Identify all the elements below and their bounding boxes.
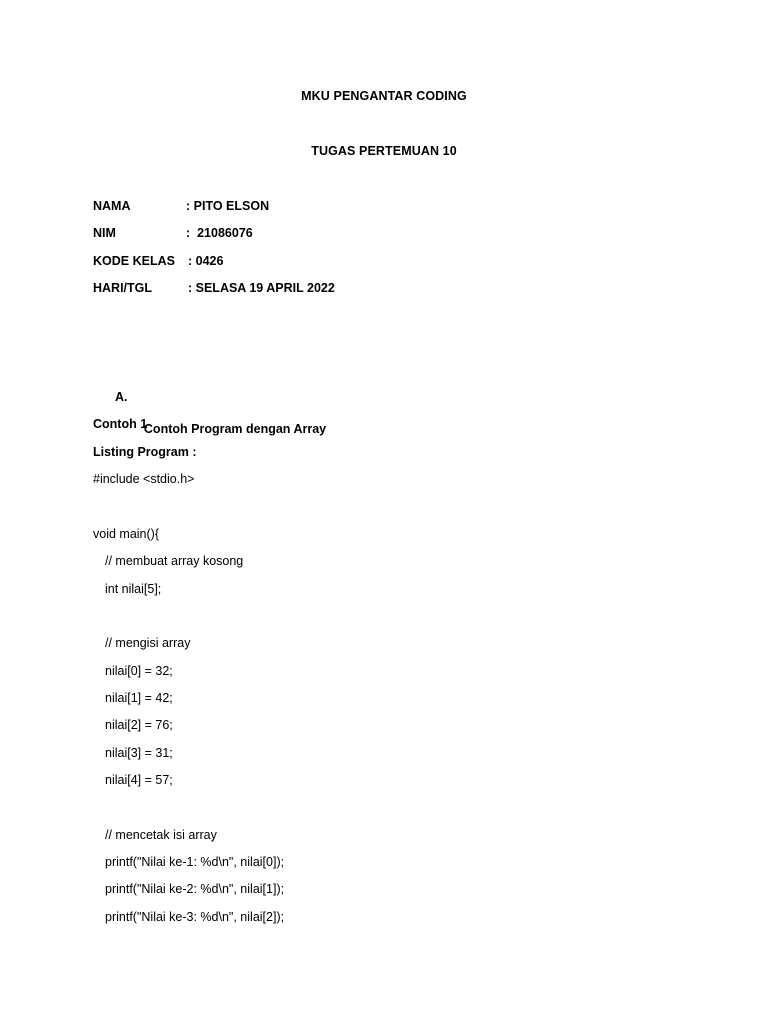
code-line: nilai[4] = 57; xyxy=(105,773,173,787)
code-line: // mencetak isi array xyxy=(105,828,217,842)
code-line: nilai[3] = 31; xyxy=(105,746,173,760)
info-value: : 0426 xyxy=(188,254,224,268)
listing-label: Listing Program : xyxy=(93,445,197,459)
info-label: KODE KELAS xyxy=(93,254,175,268)
section-title: Contoh Program dengan Array xyxy=(143,422,327,436)
info-label: NIM xyxy=(93,226,116,240)
info-row-kode-kelas xyxy=(93,253,224,269)
course-title: MKU PENGANTAR CODING xyxy=(301,89,467,103)
code-line: printf("Nilai ke-3: %d\n", nilai[2]); xyxy=(105,910,285,924)
assignment-title: TUGAS PERTEMUAN 10 xyxy=(311,144,457,158)
code-line: // membuat array kosong xyxy=(105,554,244,568)
code-line: nilai[2] = 76; xyxy=(105,718,173,732)
code-line: nilai[1] = 42; xyxy=(105,691,173,705)
code-line: printf("Nilai ke-1: %d\n", nilai[0]); xyxy=(105,855,285,869)
code-line: void main(){ xyxy=(93,527,159,541)
code-line: printf("Nilai ke-2: %d\n", nilai[1]); xyxy=(105,882,285,896)
info-label: NAMA xyxy=(93,199,131,213)
info-value: : 21086076 xyxy=(186,226,253,240)
code-line: #include <stdio.h> xyxy=(93,472,195,486)
info-row-hari-tgl xyxy=(93,280,335,296)
code-line: int nilai[5]; xyxy=(105,582,162,596)
info-value: : PITO ELSON xyxy=(186,199,270,213)
code-line: // mengisi array xyxy=(105,636,191,650)
info-row-nama xyxy=(93,198,270,214)
example-label: Contoh 1 xyxy=(93,417,148,431)
info-row-nim xyxy=(93,225,253,241)
info-value: : SELASA 19 APRIL 2022 xyxy=(188,281,335,295)
info-label: HARI/TGL xyxy=(93,281,153,295)
code-line: nilai[0] = 32; xyxy=(105,664,173,678)
section-letter: A. xyxy=(115,390,128,404)
